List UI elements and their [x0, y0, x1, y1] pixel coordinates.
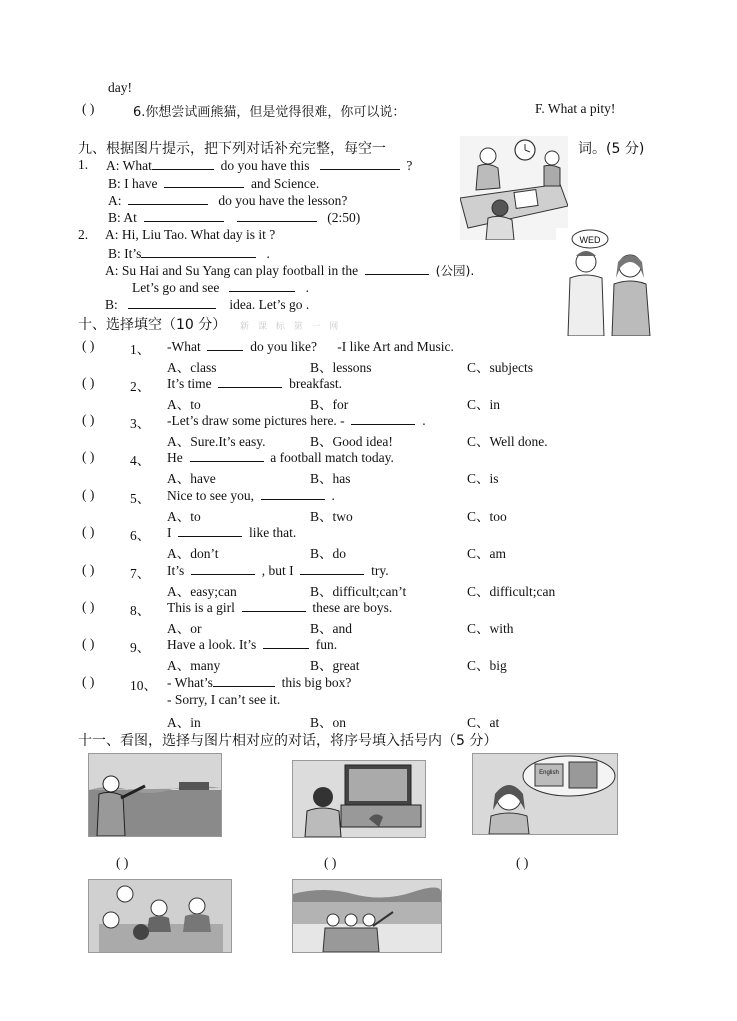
- s9-line9: [105, 296, 309, 313]
- blank[interactable]: [213, 674, 275, 687]
- option-b[interactable]: B、for: [310, 397, 349, 412]
- question-part: It’s: [167, 563, 185, 578]
- question-text: [167, 636, 357, 653]
- classroom-picture: [460, 136, 568, 240]
- s9-l2a: B: I have: [108, 176, 158, 191]
- question-text: [167, 599, 412, 616]
- s9-line5: A: Hi, Liu Tao. What day is it ?: [105, 227, 276, 242]
- s9-line1: [106, 157, 412, 174]
- section11-title: 十一、看图，选择与图片相对应的对话，将序号填入括号内（5 分）: [78, 733, 498, 749]
- blank[interactable]: [237, 209, 317, 222]
- question-part: .: [422, 413, 426, 428]
- question-part: He: [167, 450, 183, 465]
- english-sign: English: [539, 770, 559, 776]
- s9-l1b: do you have this: [220, 158, 310, 173]
- blank[interactable]: [190, 449, 264, 462]
- s9-line3: [108, 192, 347, 209]
- s9-l4a: B: At: [108, 210, 137, 225]
- question-text: [167, 338, 454, 355]
- answer-paren[interactable]: ( ): [82, 412, 95, 427]
- question-number: 1、: [130, 342, 151, 357]
- option-c[interactable]: C、difficult;can: [467, 584, 556, 599]
- option-c[interactable]: C、am: [467, 546, 506, 561]
- option-a[interactable]: A、have: [167, 471, 216, 486]
- question-number: 8、: [130, 603, 151, 618]
- s9-l6b: .: [266, 246, 270, 261]
- section9-title-end: 词。(5 分): [578, 141, 645, 157]
- answer-paren-3[interactable]: ( ): [516, 855, 529, 870]
- question-number: 5、: [130, 491, 151, 506]
- option-a[interactable]: A、or: [167, 621, 202, 636]
- s9-l8a: Let’s go and see: [132, 280, 220, 295]
- question-number: 9、: [130, 640, 151, 655]
- s9-line4: [108, 209, 360, 226]
- answer-paren-1[interactable]: ( ): [116, 855, 129, 870]
- picture-group-table: [88, 879, 232, 953]
- blank[interactable]: [191, 562, 255, 575]
- answer-paren[interactable]: ( ): [82, 449, 95, 464]
- option-c[interactable]: C、with: [467, 621, 514, 636]
- q6-paren[interactable]: ( ): [82, 101, 95, 116]
- question-text: [167, 375, 362, 392]
- q6-option: F. What a pity!: [535, 101, 616, 116]
- question-part: a football match today.: [270, 450, 394, 465]
- question-text: [167, 674, 351, 691]
- question-part: I: [167, 525, 172, 540]
- s9-l6a: B: It’s: [108, 246, 142, 261]
- option-a[interactable]: A、class: [167, 360, 217, 375]
- option-a[interactable]: A、in: [167, 715, 201, 730]
- option-a[interactable]: A、to: [167, 509, 201, 524]
- option-c[interactable]: C、subjects: [467, 360, 533, 375]
- question-part: breakfast.: [289, 376, 342, 391]
- question-text: [167, 487, 355, 504]
- option-c[interactable]: C、big: [467, 658, 507, 673]
- blank[interactable]: [218, 375, 282, 388]
- blank[interactable]: [128, 192, 208, 205]
- option-a[interactable]: A、to: [167, 397, 201, 412]
- question-number: 6、: [130, 528, 151, 543]
- answer-paren[interactable]: ( ): [82, 375, 95, 390]
- option-a[interactable]: A、easy;can: [167, 584, 237, 599]
- option-b[interactable]: B、Good idea!: [310, 434, 393, 449]
- s9-num-2: 2.: [78, 227, 89, 242]
- blank[interactable]: [263, 636, 309, 649]
- question-text-cont: - Sorry, I can’t see it.: [167, 692, 281, 707]
- blank[interactable]: [144, 209, 224, 222]
- blank[interactable]: [128, 296, 216, 309]
- answer-paren-2[interactable]: ( ): [324, 855, 337, 870]
- wed-label: WED: [579, 235, 601, 245]
- s9-l7b: (公园).: [435, 263, 475, 278]
- question-text: [167, 449, 414, 466]
- s9-line7: [105, 261, 474, 279]
- answer-paren[interactable]: ( ): [82, 338, 95, 353]
- answer-paren[interactable]: ( ): [82, 487, 95, 502]
- day-line: day!: [108, 80, 132, 95]
- blank[interactable]: [351, 412, 415, 425]
- option-b[interactable]: B、two: [310, 509, 353, 524]
- question-number: 4、: [130, 453, 151, 468]
- question-part: Have a look. It’s: [167, 637, 257, 652]
- option-b[interactable]: B、difficult;can’t: [310, 584, 407, 599]
- question-part: do you like?: [250, 339, 317, 354]
- question-part: It’s time: [167, 376, 212, 391]
- question-text: [167, 412, 446, 429]
- s9-line2: [108, 175, 319, 192]
- question-part: - What’s: [167, 675, 213, 690]
- option-c[interactable]: C、too: [467, 509, 507, 524]
- question-number: 10、: [130, 678, 157, 693]
- s9-l9a: B:: [105, 297, 118, 312]
- option-b[interactable]: B、and: [310, 621, 352, 636]
- question-part: these are boys.: [312, 600, 393, 615]
- option-c[interactable]: C、is: [467, 471, 499, 486]
- watermark: 新 课 标 第 一 网: [240, 322, 342, 332]
- wed-illustration: [556, 228, 658, 336]
- blank[interactable]: [365, 262, 429, 275]
- question-text: [167, 562, 389, 579]
- s9-l8b: .: [305, 280, 309, 295]
- s9-l4b: (2:50): [327, 210, 361, 225]
- section10-title: 十、选择填空（10 分）: [78, 317, 227, 333]
- picture-lake-pointing: [88, 753, 222, 837]
- answer-paren[interactable]: ( ): [82, 562, 95, 577]
- option-a[interactable]: A、Sure.It’s easy.: [167, 434, 266, 449]
- section9-title: 九、根据图片提示，把下列对话补充完整，每空一: [78, 141, 386, 157]
- s9-l3b: do you have the lesson?: [218, 193, 348, 208]
- answer-paren[interactable]: ( ): [82, 599, 95, 614]
- s9-l9b: idea. Let’s go .: [229, 297, 310, 312]
- s9-l1c: ?: [406, 158, 413, 173]
- s9-l2b: and Science.: [251, 176, 320, 191]
- blank[interactable]: [320, 157, 400, 170]
- question-part: like that.: [249, 525, 297, 540]
- question-part: -Let’s draw some pictures here. -: [167, 413, 345, 428]
- question-part: , but I: [261, 563, 294, 578]
- blank[interactable]: [261, 487, 325, 500]
- blank[interactable]: [300, 562, 364, 575]
- question-part: try.: [371, 563, 389, 578]
- option-b[interactable]: B、has: [310, 471, 351, 486]
- question-part: -I like Art and Music.: [337, 339, 454, 354]
- picture-girl-thinking: [472, 753, 618, 835]
- blank[interactable]: [141, 245, 256, 258]
- blank[interactable]: [207, 338, 243, 351]
- classroom-illustration: [460, 136, 568, 240]
- answer-paren[interactable]: ( ): [82, 636, 95, 651]
- question-number: 7、: [130, 566, 151, 581]
- option-b[interactable]: B、great: [310, 658, 360, 673]
- question-text: [167, 524, 317, 541]
- blank[interactable]: [152, 157, 214, 170]
- s9-line6: [108, 245, 270, 262]
- question-part: fun.: [315, 637, 338, 652]
- s9-line8: [132, 279, 309, 296]
- blank[interactable]: [242, 599, 306, 612]
- option-c[interactable]: C、at: [467, 715, 500, 730]
- picture-tv-watching: [292, 760, 426, 838]
- question-part: .: [331, 488, 335, 503]
- option-c[interactable]: C、in: [467, 397, 501, 412]
- option-b[interactable]: B、on: [310, 715, 347, 730]
- question-part: this big box?: [281, 675, 352, 690]
- blank[interactable]: [178, 524, 242, 537]
- question-number: 3、: [130, 416, 151, 431]
- wed-picture: [556, 228, 658, 336]
- answer-paren[interactable]: ( ): [82, 524, 95, 539]
- option-b[interactable]: B、lessons: [310, 360, 372, 375]
- s9-l7a: A: Su Hai and Su Yang can play football in the: [105, 263, 359, 278]
- option-c[interactable]: C、Well done.: [467, 434, 548, 449]
- s9-l1a: A: What: [106, 158, 152, 173]
- picture-kids-pointing: [292, 879, 442, 953]
- s9-num-1: 1.: [78, 157, 89, 172]
- blank[interactable]: [229, 279, 295, 292]
- option-b[interactable]: B、do: [310, 546, 347, 561]
- answer-paren[interactable]: ( ): [82, 674, 95, 689]
- question-part: Nice to see you,: [167, 488, 254, 503]
- option-a[interactable]: A、many: [167, 658, 221, 673]
- question-part: This is a girl: [167, 600, 235, 615]
- blank[interactable]: [164, 175, 244, 188]
- question-part: -What: [167, 339, 201, 354]
- question-number: 2、: [130, 379, 151, 394]
- q6-text: 6.你想尝试画熊猫，但是觉得很难，你可以说：: [133, 105, 406, 120]
- s9-l3a: A:: [108, 193, 122, 208]
- option-a[interactable]: A、don’t: [167, 546, 219, 561]
